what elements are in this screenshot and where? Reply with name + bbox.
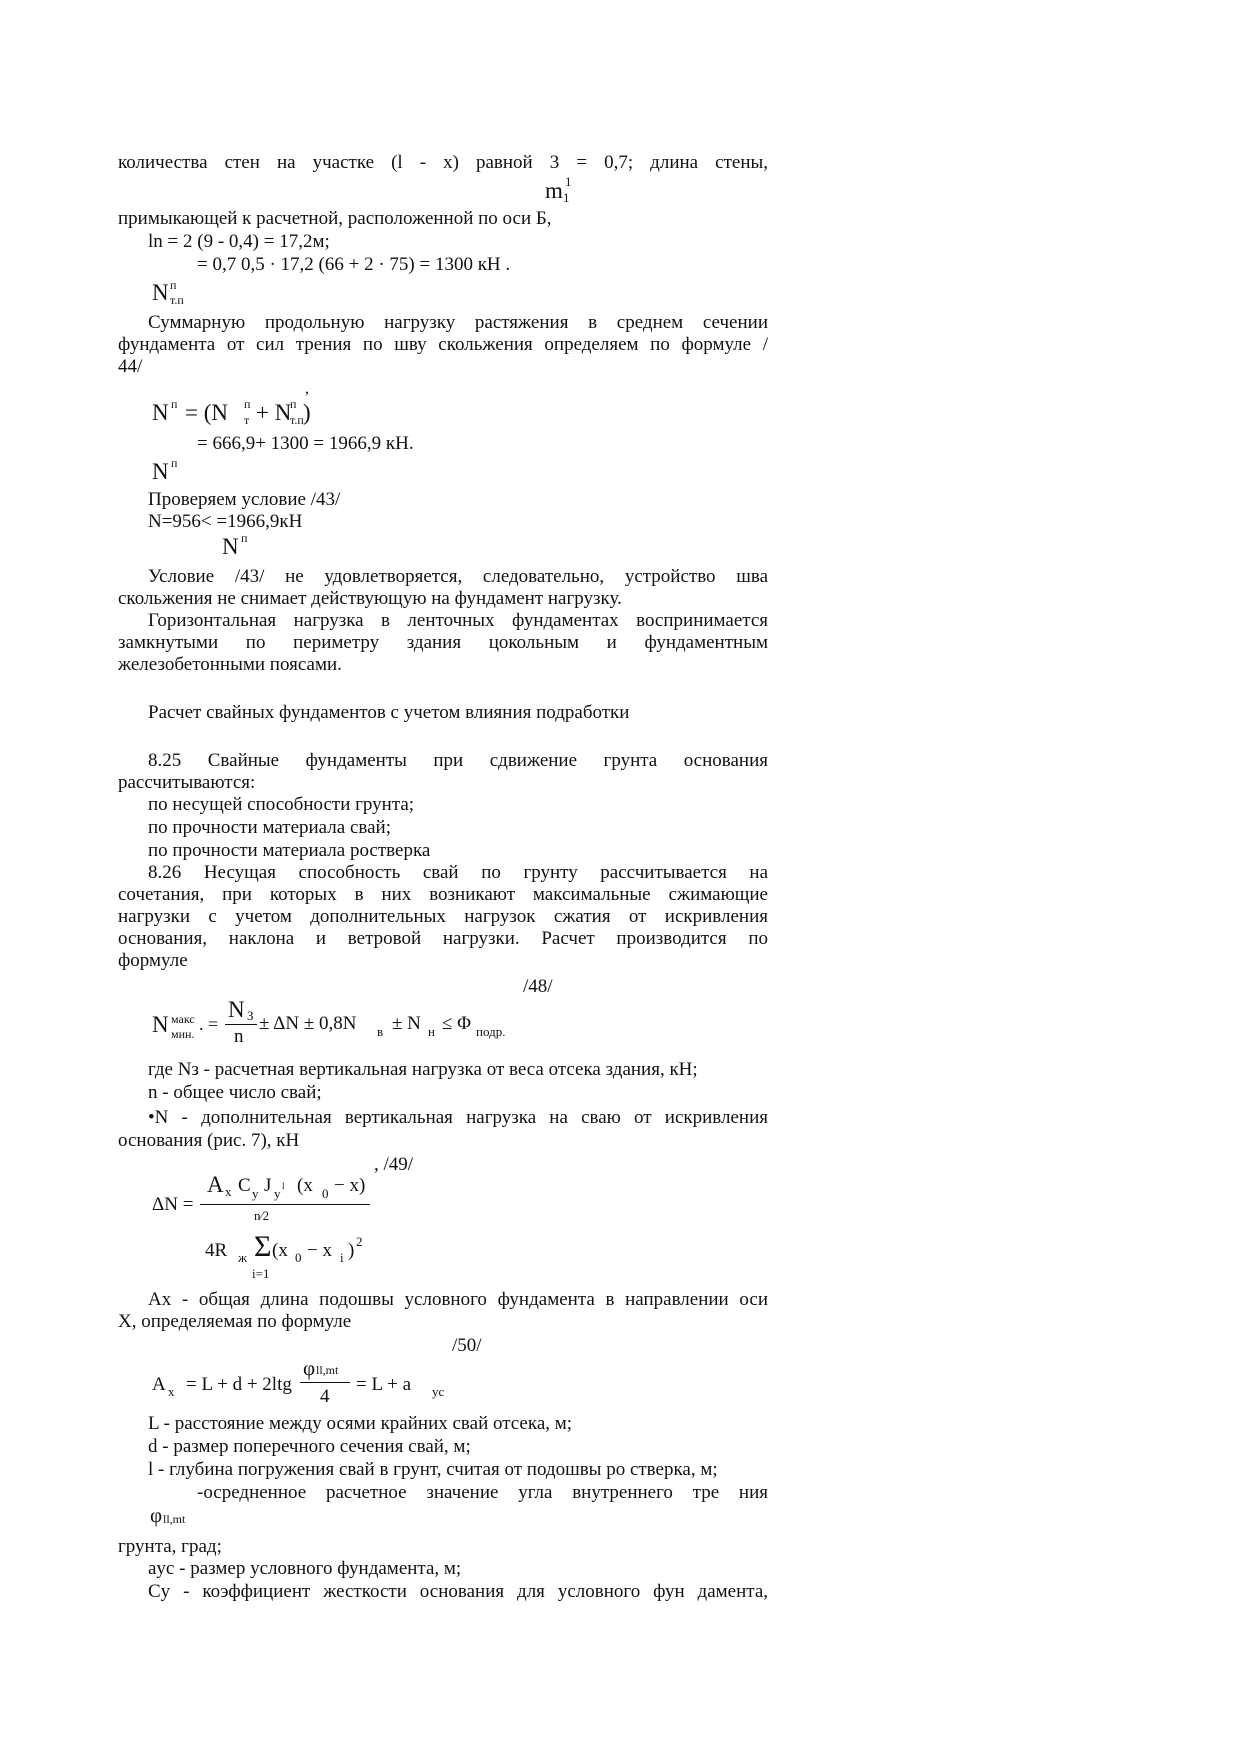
text-line: ln = 2 (9 - 0,4) = 17,2м;	[148, 231, 330, 252]
formula-48-pm: ± N	[392, 1013, 421, 1034]
text-line: X, определяемая по формуле	[118, 1311, 352, 1332]
symbol-m1-sub: 1	[563, 190, 570, 205]
formula-50-phi: φ	[303, 1356, 316, 1380]
equation-number: /50/	[452, 1335, 482, 1356]
text-line: N=956< =1966,9кН	[148, 511, 303, 532]
formula-49-yl: y	[274, 1186, 281, 1201]
formula-49-j: J	[264, 1175, 272, 1196]
formula-49-sum: Σ	[254, 1230, 272, 1263]
text-line: Ax - общая длина подошвы условного фундамента в направлении оси	[148, 1289, 768, 1310]
text-line: Сy - коэффициент жесткости основания для условного фун дамента,	[148, 1581, 768, 1602]
symbol-np: N	[222, 534, 239, 559]
text-line: фундамента от сил трения по шву скольжения определяем по формуле /	[118, 334, 768, 355]
formula-48-le: ≤ Φ	[442, 1013, 472, 1034]
formula-49-den-0: 0	[295, 1250, 302, 1265]
formula-50-den: 4	[320, 1386, 330, 1407]
text-line: замкнутыми по периметру здания цокольным и фундаментным	[118, 632, 768, 653]
text-line: по прочности материала свай;	[148, 817, 391, 838]
formula-49-y: y	[252, 1186, 259, 1201]
formula-50-ys: ус	[432, 1384, 445, 1399]
text-line: основания (рис. 7), кН	[118, 1130, 300, 1151]
formula-48-min: мин.	[171, 1027, 195, 1041]
formula-44-comma: ,	[305, 380, 309, 397]
text-line: •N - дополнительная вертикальная нагрузка на сваю от искривления	[148, 1107, 768, 1128]
text-line: количества стен на участке (l - x) равной 3 = 0,7; длина стены,	[118, 152, 768, 173]
text-line: скольжения не снимает действующую на фундамент нагрузку.	[118, 588, 622, 609]
formula-48-num-sub: З	[247, 1008, 254, 1023]
formula-49-den-sq: 2	[356, 1234, 363, 1249]
formula-48-rest: ± ΔN ± 0,8N	[259, 1013, 357, 1034]
text-line: примыкающей к расчетной, расположенной по оси Б,	[118, 208, 552, 229]
symbol-n-tp-sup: п	[170, 278, 177, 292]
text-line: сочетания, при которых в них возникают максимальные сжимающие	[118, 884, 768, 905]
formula-44-lhs: N	[152, 400, 169, 425]
formula-49-4r: 4R	[205, 1240, 228, 1261]
text-line: грунта, град;	[118, 1536, 222, 1557]
formula-44-t-sup: п	[244, 397, 251, 411]
text-line: d - размер поперечного сечения свай, м;	[148, 1436, 471, 1457]
formula-49-den-close: )	[348, 1240, 355, 1261]
formula-49-paren: (x	[297, 1175, 313, 1196]
formula-50-x: x	[168, 1384, 175, 1399]
text-line: -осредненное расчетное значение угла внутреннего тре ния	[197, 1482, 768, 1503]
symbol-n-tp: N	[152, 280, 169, 305]
text-line: 8.25 Свайные фундаменты при сдвижение грунта основания	[148, 750, 768, 771]
text-line: рассчитываются:	[118, 772, 256, 793]
formula-49-i1: i=1	[252, 1266, 270, 1281]
text-line: железобетонными поясами.	[118, 654, 342, 675]
symbol-m1-sup: 1	[565, 174, 572, 189]
symbol-np-sup: п	[241, 531, 248, 545]
formula-48-podr: подр.	[476, 1024, 506, 1039]
formula-48-h: н	[428, 1024, 435, 1039]
formula-49-l: l	[282, 1181, 285, 1191]
symbol-m1: m	[545, 178, 563, 203]
text-line: aус - размер условного фундамента, м;	[148, 1558, 462, 1579]
formula-44-t-sub: т	[244, 413, 250, 427]
symbol-n-tp-sub: т.п	[170, 293, 184, 307]
formula-48-maks: макс	[171, 1012, 195, 1026]
fraction-bar	[300, 1382, 350, 1383]
formula-49-a: A	[207, 1172, 224, 1197]
fraction-bar	[200, 1204, 370, 1205]
text-line: 8.26 Несущая способность свай по грунту рассчитывается на	[148, 862, 768, 883]
formula-50-rhs: = L + a	[356, 1374, 412, 1395]
formula-44-tp-sup: п	[290, 397, 297, 411]
formula-49-den-paren: (x	[272, 1240, 288, 1261]
formula-49-minus: − x)	[334, 1175, 366, 1196]
fraction-bar	[225, 1024, 257, 1025]
formula-48-v: в	[377, 1024, 384, 1039]
text-line: где Nз - расчетная вертикальная нагрузка от веса отсека здания, кН;	[148, 1059, 698, 1080]
formula-49-zh: ж	[238, 1250, 247, 1265]
text-line: l - глубина погружения свай в грунт, считая от подошвы ро стверка, м;	[148, 1459, 718, 1480]
formula-50-body: = L + d + 2ltg	[186, 1374, 292, 1395]
text-line: нагрузки с учетом дополнительных нагрузок сжатия от искривления	[118, 906, 768, 927]
formula-49-n2: n⁄2	[254, 1208, 270, 1223]
equation-number: /48/	[523, 976, 553, 997]
formula-49-0: 0	[322, 1186, 329, 1201]
symbol-phi: φ	[150, 1503, 163, 1527]
text-line: = 666,9+ 1300 = 1966,9 кН.	[197, 433, 414, 454]
formula-48-den: n	[234, 1026, 244, 1047]
text-line: основания, наклона и ветровой нагрузки. Расчет производится по	[118, 928, 768, 949]
formula-44-plus: + N	[256, 400, 292, 425]
formula-44-lhs-sup: п	[171, 397, 178, 411]
symbol-np-sup: п	[171, 456, 178, 470]
text-line: Условие /43/ не удовлетворяется, следовательно, устройство шва	[148, 566, 768, 587]
formula-49-den-i: i	[340, 1250, 344, 1265]
formula-49-c: C	[238, 1175, 251, 1196]
formula-50-phi-sub: ll,mt	[316, 1363, 339, 1377]
symbol-phi-sub: ll,mt	[163, 1512, 186, 1526]
text-line: n - общее число свай;	[148, 1082, 322, 1103]
formula-44-close: )	[303, 400, 311, 425]
text-line: Проверяем условие /43/	[148, 489, 341, 510]
text-line: Горизонтальная нагрузка в ленточных фундаментах воспринимается	[148, 610, 768, 631]
section-heading: Расчет свайных фундаментов с учетом влияния подработки	[148, 702, 630, 723]
symbol-np: N	[152, 459, 169, 484]
text-line: Суммарную продольную нагрузку растяжения в среднем сечении	[148, 312, 768, 333]
text-line: L - расстояние между осями крайних свай отсека, м;	[148, 1413, 573, 1434]
formula-44-tp-sub: т.п	[290, 413, 304, 427]
formula-48-num: N	[228, 997, 245, 1022]
text-line: по прочности материала ростверка	[148, 840, 431, 861]
text-line: формуле	[118, 950, 188, 971]
formula-48-n: N	[152, 1012, 169, 1037]
formula-48-eq: . =	[199, 1014, 219, 1034]
formula-49-den-minus: − x	[307, 1240, 332, 1261]
equation-number: , /49/	[374, 1154, 414, 1175]
text-line: = 0,7 0,5 · 17,2 (66 + 2 · 75) = 1300 кН .	[197, 254, 511, 275]
formula-50-a: A	[152, 1374, 166, 1395]
text-line: 44/	[118, 356, 143, 377]
formula-49-lhs: ΔN =	[152, 1194, 194, 1215]
formula-44-eq: = (N	[185, 400, 228, 425]
formula-49-x: x	[225, 1184, 232, 1199]
text-line: по несущей способности грунта;	[148, 794, 415, 815]
